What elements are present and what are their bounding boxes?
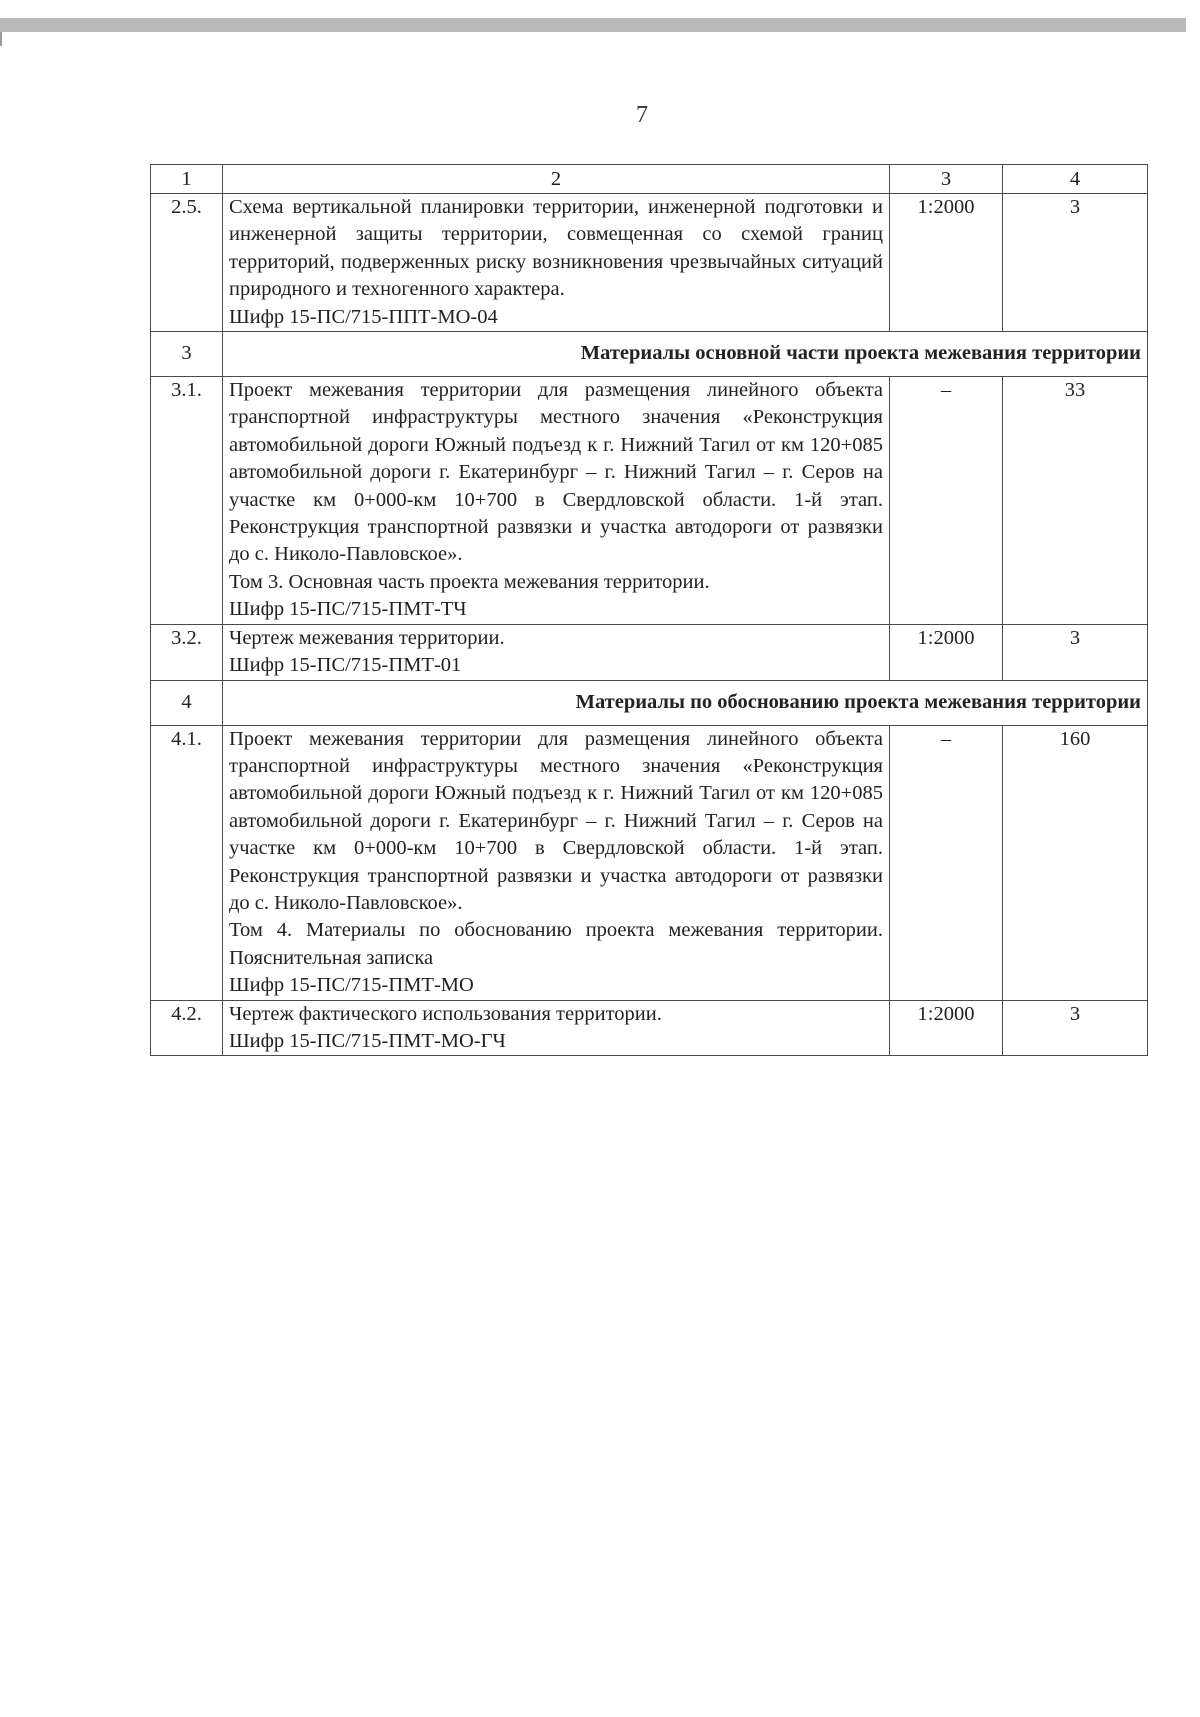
- section-title: Материалы основной части проекта межевания территории: [223, 332, 1148, 377]
- row-code: Шифр 15-ПС/715-ПМТ-МО-ГЧ: [229, 1029, 506, 1052]
- table-row: [151, 725, 1148, 1000]
- row-sheets: 3: [1003, 194, 1148, 332]
- row-sheets: 3: [1003, 624, 1148, 680]
- row-description: Проект межевания территории для размещения линейного объекта транспортной инфраструктуры местного значения «Реконструкция автомобильной дороги Южный подъезд к г. Нижний Тагил от км 120+085 автомобильной дороги г. Екатеринбург – г. Нижний Тагил – г. Серов на участке км 0+000-км 10+700 в Свердловской области. 1-й этап. Реконструкция транспортной развязки и участка автодороги от развязки до с. Николо-Павловское».: [229, 727, 883, 914]
- row-description-cell: [223, 194, 890, 332]
- section-row: [151, 680, 1148, 725]
- scan-border-bar: [0, 18, 1186, 32]
- section-title: Материалы по обоснованию проекта межевания территории: [223, 680, 1148, 725]
- row-code: Шифр 15-ПС/715-ПМТ-ТЧ: [229, 598, 467, 621]
- row-description-cell: [223, 725, 890, 1000]
- row-description-cell: [223, 377, 890, 625]
- header-cell-col3: 3: [890, 165, 1003, 194]
- table-header-row: [151, 165, 1148, 194]
- row-sheets: 33: [1003, 377, 1148, 625]
- row-volume: Том 3. Основная часть проекта межевания территории.: [229, 570, 710, 593]
- row-description-cell: [223, 624, 890, 680]
- row-scale: 1:2000: [890, 1000, 1003, 1056]
- row-number: 2.5.: [151, 194, 223, 332]
- row-description: Проект межевания территории для размещения линейного объекта транспортной инфраструктуры местного значения «Реконструкция автомобильной дороги Южный подъезд к г. Нижний Тагил от км 120+085 автомобильной дороги г. Екатеринбург – г. Нижний Тагил – г. Серов на участке км 0+000-км 10+700 в Свердловской области. 1-й этап. Реконструкция транспортной развязки и участка автодороги от развязки до с. Николо-Павловское».: [229, 379, 883, 566]
- row-sheets: 3: [1003, 1000, 1148, 1056]
- document-table: [150, 164, 1148, 1056]
- row-number: 3.1.: [151, 377, 223, 625]
- row-number: 3.2.: [151, 624, 223, 680]
- row-description: Чертеж фактического использования территории.: [229, 1002, 662, 1025]
- header-cell-col1: 1: [151, 165, 223, 194]
- section-number: 4: [151, 680, 223, 725]
- row-scale: –: [890, 377, 1003, 625]
- table-row: [151, 377, 1148, 625]
- row-sheets: 160: [1003, 725, 1148, 1000]
- row-code: Шифр 15-ПС/715-ПМТ-01: [229, 654, 462, 677]
- table-row: [151, 194, 1148, 332]
- row-scale: –: [890, 725, 1003, 1000]
- row-number: 4.1.: [151, 725, 223, 1000]
- section-number: 3: [151, 332, 223, 377]
- row-description: Чертеж межевания территории.: [229, 626, 505, 649]
- row-description-cell: [223, 1000, 890, 1056]
- scan-edge-mark: [0, 32, 2, 46]
- table-row: [151, 1000, 1148, 1056]
- header-cell-col2: 2: [223, 165, 890, 194]
- page-number: 7: [636, 102, 648, 128]
- row-scale: 1:2000: [890, 624, 1003, 680]
- row-code: Шифр 15-ПС/715-ПМТ-МО: [229, 974, 474, 997]
- row-description: Схема вертикальной планировки территории, инженерной подготовки и инженерной защиты территории, совмещенная со схемой границ территорий, подверженных риску возникновения чрезвычайных ситуаций природного и техногенного характера.: [229, 196, 883, 301]
- row-code: Шифр 15-ПС/715-ППТ-МО-04: [229, 305, 498, 328]
- header-cell-col4: 4: [1003, 165, 1148, 194]
- table-row: [151, 624, 1148, 680]
- row-number: 4.2.: [151, 1000, 223, 1056]
- section-row: [151, 332, 1148, 377]
- row-volume: Том 4. Материалы по обоснованию проекта межевания территории. Пояснительная записка: [229, 919, 883, 969]
- row-scale: 1:2000: [890, 194, 1003, 332]
